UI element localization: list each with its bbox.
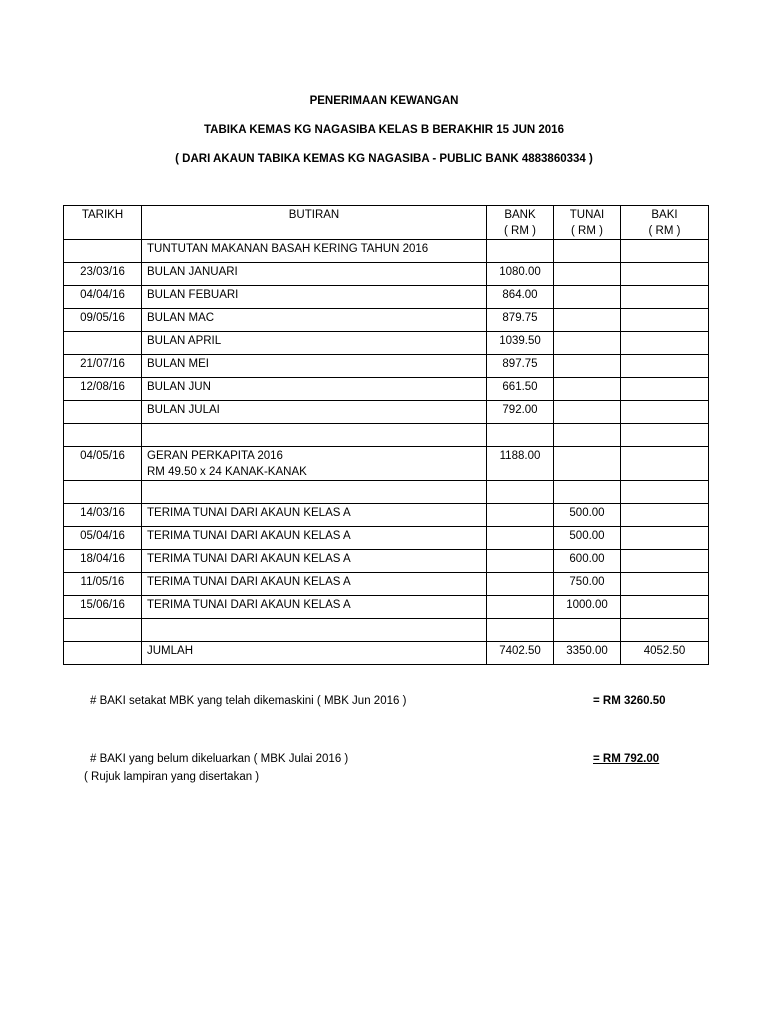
cell-tarikh: [64, 240, 142, 263]
cell-tunai: [554, 286, 621, 309]
cell-tarikh: [64, 424, 142, 447]
cell-butiran: BULAN MAC: [142, 309, 487, 332]
table-row: [64, 378, 709, 401]
cell-tunai: 1000.00: [554, 596, 621, 619]
header-bank: BANK ( RM ): [487, 206, 554, 240]
cell-butiran: TERIMA TUNAI DARI AKAUN KELAS A: [142, 527, 487, 550]
cell-tarikh: [64, 619, 142, 642]
cell-butiran: BULAN MEI: [142, 355, 487, 378]
cell-baki: [621, 550, 709, 573]
cell-baki: [621, 596, 709, 619]
cell-tarikh: [64, 642, 142, 665]
cell-butiran: TERIMA TUNAI DARI AKAUN KELAS A: [142, 504, 487, 527]
cell-bank: [487, 527, 554, 550]
cell-bank: 1188.00: [487, 447, 554, 481]
cell-butiran: BULAN APRIL: [142, 332, 487, 355]
cell-baki: [621, 619, 709, 642]
cell-baki: [621, 481, 709, 504]
baki-note-2-label: # BAKI yang belum dikeluarkan ( MBK Julai 2016 ): [90, 753, 349, 765]
butiran-line1: GERAN PERKAPITA 2016: [147, 450, 283, 462]
cell-baki: [621, 573, 709, 596]
cell-bank: [487, 596, 554, 619]
cell-baki: [621, 424, 709, 447]
table-row: [64, 573, 709, 596]
cell-butiran: TERIMA TUNAI DARI AKAUN KELAS A: [142, 550, 487, 573]
table-row: [64, 332, 709, 355]
cell-bank: 897.75: [487, 355, 554, 378]
cell-tarikh: 21/07/16: [64, 355, 142, 378]
cell-bank: 792.00: [487, 401, 554, 424]
finance-table: [63, 205, 709, 665]
total-label: JUMLAH: [142, 642, 487, 665]
cell-baki: [621, 309, 709, 332]
cell-tunai: [554, 424, 621, 447]
header-tarikh: TARIKH: [64, 206, 142, 240]
baki-note-2-value: = RM 792.00: [593, 753, 660, 765]
table-row: [64, 286, 709, 309]
account-info: ( DARI AKAUN TABIKA KEMAS KG NAGASIBA - PUBLIC BANK 4883860334 ): [175, 153, 593, 165]
cell-baki: [621, 286, 709, 309]
document-subtitle: TABIKA KEMAS KG NAGASIBA KELAS B BERAKHIR 15 JUN 2016: [204, 124, 564, 136]
cell-baki: [621, 447, 709, 481]
cell-tunai: 500.00: [554, 504, 621, 527]
cell-bank: [487, 573, 554, 596]
baki-note-1-value: = RM 3260.50: [593, 695, 666, 707]
cell-butiran: BULAN JANUARI: [142, 263, 487, 286]
cell-baki: [621, 240, 709, 263]
total-bank: 7402.50: [487, 642, 554, 665]
cell-butiran: BULAN JULAI: [142, 401, 487, 424]
cell-bank: [487, 619, 554, 642]
cell-tunai: [554, 619, 621, 642]
table-row-empty: [64, 619, 709, 642]
cell-tarikh: [64, 332, 142, 355]
cell-baki: [621, 527, 709, 550]
cell-butiran: [142, 447, 487, 481]
cell-tunai: [554, 263, 621, 286]
cell-butiran: TUNTUTAN MAKANAN BASAH KERING TAHUN 2016: [142, 240, 487, 263]
cell-tunai: 500.00: [554, 527, 621, 550]
cell-baki: [621, 332, 709, 355]
cell-tarikh: [64, 481, 142, 504]
cell-bank: 661.50: [487, 378, 554, 401]
table-row-empty: [64, 424, 709, 447]
cell-baki: [621, 355, 709, 378]
cell-tunai: [554, 309, 621, 332]
cell-tarikh: 12/08/16: [64, 378, 142, 401]
header-butiran: BUTIRAN: [142, 206, 487, 240]
cell-baki: [621, 378, 709, 401]
cell-baki: [621, 263, 709, 286]
table-row: [64, 401, 709, 424]
cell-tunai: [554, 447, 621, 481]
total-tunai: 3350.00: [554, 642, 621, 665]
cell-tunai: [554, 481, 621, 504]
cell-tarikh: 05/04/16: [64, 527, 142, 550]
cell-baki: [621, 401, 709, 424]
cell-butiran: TERIMA TUNAI DARI AKAUN KELAS A: [142, 596, 487, 619]
cell-bank: [487, 550, 554, 573]
cell-baki: [621, 504, 709, 527]
cell-tarikh: 04/04/16: [64, 286, 142, 309]
cell-tarikh: 04/05/16: [64, 447, 142, 481]
document-title: PENERIMAAN KEWANGAN: [309, 95, 459, 107]
table-row: [64, 355, 709, 378]
cell-bank: 1039.50: [487, 332, 554, 355]
cell-tunai: [554, 401, 621, 424]
cell-bank: 864.00: [487, 286, 554, 309]
table-row: [64, 596, 709, 619]
cell-butiran: [142, 424, 487, 447]
cell-tarikh: 11/05/16: [64, 573, 142, 596]
cell-tarikh: 18/04/16: [64, 550, 142, 573]
cell-butiran: BULAN FEBUARI: [142, 286, 487, 309]
cell-tarikh: 23/03/16: [64, 263, 142, 286]
table-header-row: [64, 206, 709, 240]
baki-note-2-sub: ( Rujuk lampiran yang disertakan ): [84, 771, 260, 783]
cell-bank: 879.75: [487, 309, 554, 332]
cell-tunai: [554, 378, 621, 401]
cell-bank: [487, 424, 554, 447]
cell-butiran: BULAN JUN: [142, 378, 487, 401]
table-row: [64, 263, 709, 286]
table-row: [64, 550, 709, 573]
table-row: [64, 447, 709, 481]
cell-bank: [487, 481, 554, 504]
header-baki: BAKI ( RM ): [621, 206, 709, 240]
cell-tarikh: [64, 401, 142, 424]
total-row: [64, 642, 709, 665]
cell-tunai: 750.00: [554, 573, 621, 596]
table-row: [64, 309, 709, 332]
table-row: [64, 504, 709, 527]
total-baki: 4052.50: [621, 642, 709, 665]
table-row-empty: [64, 481, 709, 504]
cell-tarikh: 15/06/16: [64, 596, 142, 619]
cell-tunai: [554, 355, 621, 378]
cell-bank: 1080.00: [487, 263, 554, 286]
cell-tarikh: 09/05/16: [64, 309, 142, 332]
header-tunai: TUNAI ( RM ): [554, 206, 621, 240]
cell-tarikh: 14/03/16: [64, 504, 142, 527]
cell-butiran: TERIMA TUNAI DARI AKAUN KELAS A: [142, 573, 487, 596]
table-row: [64, 240, 709, 263]
cell-butiran: [142, 481, 487, 504]
cell-tunai: 600.00: [554, 550, 621, 573]
cell-tunai: [554, 332, 621, 355]
table-row: [64, 527, 709, 550]
baki-note-1-label: # BAKI setakat MBK yang telah dikemaskini ( MBK Jun 2016 ): [90, 695, 407, 707]
butiran-line2: RM 49.50 x 24 KANAK-KANAK: [147, 466, 307, 478]
cell-bank: [487, 240, 554, 263]
cell-butiran: [142, 619, 487, 642]
cell-bank: [487, 504, 554, 527]
cell-tunai: [554, 240, 621, 263]
